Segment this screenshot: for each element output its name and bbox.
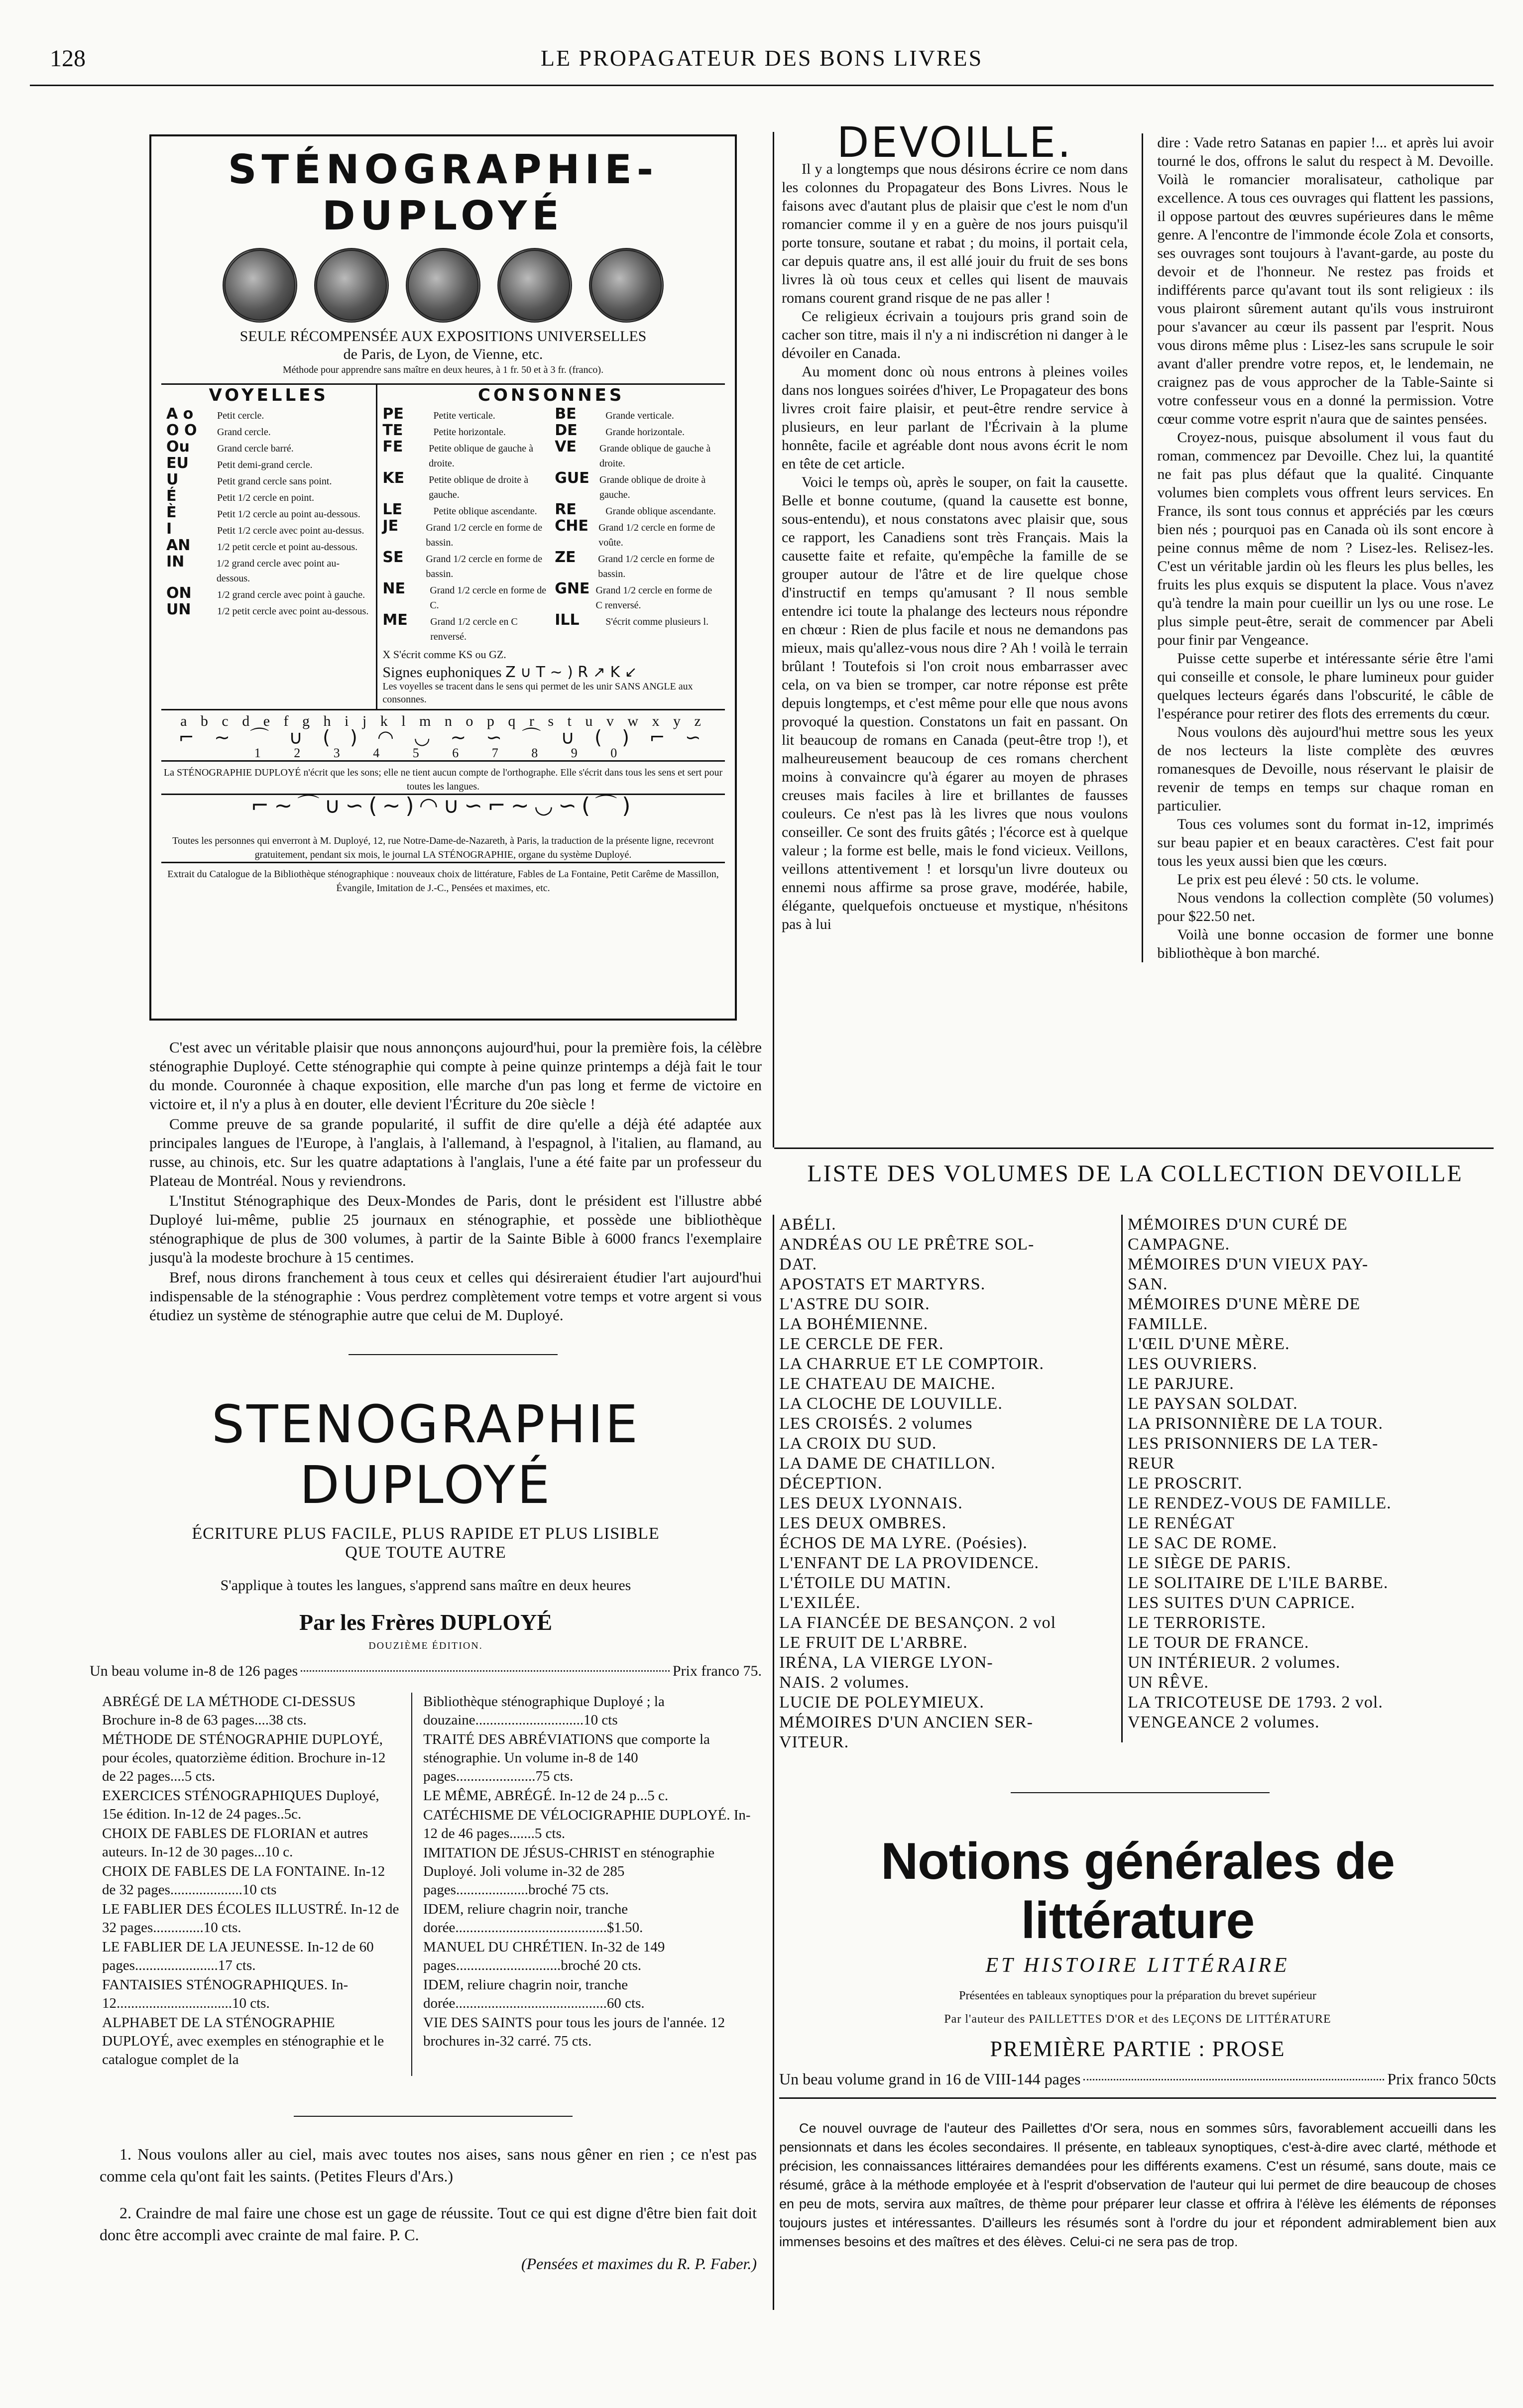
steno-subtitle-2: QUE TOUTE AUTRE xyxy=(345,1543,506,1562)
steno-price: Prix franco 75. xyxy=(672,1663,762,1679)
vowels-header: VOYELLES xyxy=(209,385,329,405)
devoille-column-1 xyxy=(782,118,1128,962)
maxim-1: 1. Nous voulons aller au ciel, mais avec toutes nos aises, sans nous gêner en rien ; ce n'est pas comme cela qu'ont fait les saints. (Petites Fleurs d'Ars.) xyxy=(100,2145,757,2185)
steno-book-item: IMITATION DE JÉSUS-CHRIST en sténographie Duployé. Joli volume in-32 de 285 pages....................broché 75 cts. xyxy=(423,1845,715,1898)
sign-description: Petit cercle. xyxy=(217,410,264,421)
steno-book-item: LE FABLIER DE LA JEUNESSE. In-12 de 60 pages.......................17 cts. xyxy=(102,1939,374,1973)
steno-sign: RE xyxy=(555,501,577,518)
collection-volume: LE TOUR DE FRANCE. xyxy=(1128,1633,1309,1652)
collection-volume: LA DAME DE CHATILLON. xyxy=(779,1454,996,1473)
steno-sign: I xyxy=(166,520,172,538)
ad-catalog-strip xyxy=(161,862,725,895)
maxims-divider xyxy=(294,2116,573,2117)
page-number: 128 xyxy=(50,45,86,72)
steno-book-item: CHOIX DE FABLES DE LA FONTAINE. In-12 de 32 pages....................10 cts xyxy=(102,1863,385,1898)
collection-volume: VITEUR. xyxy=(779,1733,849,1751)
steno-sign: LE xyxy=(382,501,403,518)
sign-description: Grand cercle barré. xyxy=(217,443,294,454)
steno-sign: FE xyxy=(382,438,403,456)
devoille-paragraph: Le prix est peu élevé : 50 cts. le volume. xyxy=(1177,871,1419,888)
vowel-row xyxy=(166,472,371,489)
consonant-row xyxy=(382,423,548,440)
steno-sign: DE xyxy=(555,422,578,439)
steno-sign: UN xyxy=(166,601,191,618)
steno-advertisement xyxy=(149,134,737,1021)
steno-title: STENOGRAPHIE DUPLOYÉ xyxy=(212,1394,640,1515)
devoille-paragraph: dire : Vade retro Satanas en papier !... et après lui avoir tourné le dos, offrons le salut du respect à M. Devoille. Voilà le romancier moralisateur, catholique par excellence. A tous ces ouvrages qui flattent les passions, il oppose partout des œuvres supérieures dans le même genre. A l'encontre de l'immonde école Zola et consorts, ses ouvrages sont toujours à l'avant-garde, au poste du devoir et de l'honneur. Ne restez pas froids et indifférents parce qu'avant tout ils sont religieux : ils vous plairont sûrement autant qu'ils vous instruiront pour s'avancer au cœur ils passent par l'esprit. Nous vous dirons même plus : Lisez-les sans scrupule le soir avant d'aller prendre votre repos, et, le lendemain, ne craignez pas de vous approcher de la Table-Sainte si votre confesseur vous en a donné la permission. Votre cœur comme votre esprit n'aura que de saintes pensées. xyxy=(1157,134,1494,427)
sign-description: S'écrit comme plusieurs l. xyxy=(605,616,709,627)
notions-volume: Un beau volume grand in 16 de VIII-144 pages xyxy=(779,2070,1081,2088)
steno-book-item: MÉTHODE DE STÉNOGRAPHIE DUPLOYÉ, pour écoles, quatorzième édition. Brochure in-12 de 22 pages....5 cts. xyxy=(102,1731,386,1784)
maxims xyxy=(100,2143,757,2276)
collection-volume: LES PRISONNIERS DE LA TER- xyxy=(1128,1434,1379,1453)
collection-volume: L'EXILÉE. xyxy=(779,1594,861,1612)
collection-volume: CAMPAGNE. xyxy=(1128,1235,1230,1254)
steno-sign: GUE xyxy=(555,469,589,487)
steno-sign: JE xyxy=(382,517,399,535)
steno-book-item: EXERCICES STÉNOGRAPHIQUES Duployé, 15e édition. In-12 de 24 pages..5c. xyxy=(102,1788,379,1822)
sign-description: Grand 1/2 cercle en forme de bassin. xyxy=(426,522,543,548)
sans-angle-note: Les voyelles se tracent dans le sens qui permet de les unir SANS ANGLE aux consonnes. xyxy=(382,681,693,705)
notions-ad xyxy=(779,1832,1496,2251)
column-rule-top xyxy=(773,132,774,1147)
medal-icon xyxy=(406,248,480,323)
steno-book-item: TRAITÉ DES ABRÉVIATIONS que comporte la sténographie. Un volume in-8 de 140 pages......................75 cts. xyxy=(423,1731,710,1784)
sign-description: 1/2 petit cercle avec point au-dessous. xyxy=(217,606,369,617)
steno-sign: VE xyxy=(555,438,577,456)
collection-volume: L'ÉTOILE DU MATIN. xyxy=(779,1574,951,1592)
collection-volume: LE PARJURE. xyxy=(1128,1375,1234,1393)
vowel-row xyxy=(166,555,371,586)
notions-author: Par l'auteur des PAILLETTES D'OR et des LEÇONS DE LITTÉRATURE xyxy=(944,2013,1331,2026)
devoille-paragraph: Voici le temps où, après le souper, on fait la causette. Belle et bonne coutume, (quand la causette est bonne, sous-entendu), et nous constatons avec plaisir que, sous ce rapport, les Canadiens sont très Français. Mais la causette faite et refaite, qu'empêche la famille de se grouper autour de l'âtre et de lire quelque chose d'instructif en temps qu'amusant ? Il nous semble entendre ici toute la phalange des lecteurs nous répondre en chœur : Rien de plus facile et nous ne demandons pas mieux, mais qu'allez-vous nous dire ? Ah ! voilà le terrain brûlant ! Toutefois si l'on croit nous embarrasser avec cela, on va bien se tromper, car notre réponse est prête depuis longtemps, et c'est même pour elle que nous avons provoqué la question. Constatons un fait en passant. On lit beaucoup de romans en Canada (peut-être trop !), et malheureusement beaucoup de ces romans cherchent moins à convaincre qu'à égarer au moyen de phrases creuses mais faciles à lire et brillantes de fausses couleurs. Ce n'est pas là les livres que nous voulons conseiller. Ce sont des fruits gâtés ; l'écorce est à quelque valeur ; la forme est belle, mais le fond vicieux. Veillons, veillons attentivement ! et lorsqu'un livre douteux ou ennemi nous affirme sa prose grave, modérée, habile, élégante, quelquefois onctueuse et mystique, n'hésitons pas à lui xyxy=(782,474,1128,932)
steno-article xyxy=(149,1038,762,1326)
devoille-article xyxy=(782,118,1494,962)
steno-sign: BE xyxy=(555,405,577,423)
steno-sign: A o xyxy=(166,405,194,423)
collection-volume: MÉMOIRES D'UN ANCIEN SER- xyxy=(779,1713,1033,1731)
steno-sign: ILL xyxy=(555,611,580,629)
collection-top-rule xyxy=(774,1147,1494,1149)
notions-subtitle: ET HISTOIRE LITTÉRAIRE xyxy=(985,1954,1290,1977)
collection-volume: LUCIE DE POLEYMIEUX. xyxy=(779,1693,984,1712)
consonant-row xyxy=(382,471,548,502)
devoille-paragraph: Puisse cette superbe et intéressante série être l'ami qui conseille et console, le phare lumineux pour guider quelques lecteurs égarés dans l'obscurité, le câble de l'espérance pour retirer des flots des errements du cœur. xyxy=(1157,650,1494,722)
collection-volume: LES SUITES D'UN CAPRICE. xyxy=(1128,1594,1356,1612)
maxims-source: (Pensées et maximes du R. P. Faber.) xyxy=(521,2255,757,2273)
collection-volume: LE TERRORISTE. xyxy=(1128,1613,1266,1632)
vowel-row xyxy=(166,602,371,619)
devoille-paragraph: Nous vendons la collection complète (50 volumes) pour $22.50 net. xyxy=(1157,890,1494,924)
medal-icon xyxy=(497,248,572,323)
award-cities: de Paris, de Lyon, de Vienne, etc. xyxy=(343,346,543,362)
steno-sign: GNE xyxy=(555,580,590,597)
sign-description: Petit demi-grand cercle. xyxy=(217,459,313,470)
sign-description: Petite oblique de droite à gauche. xyxy=(429,474,529,500)
steno-book-item: IDEM, reliure chagrin noir, tranche dorée..........................................$1.50. xyxy=(423,1901,643,1936)
collection-left xyxy=(779,1215,1118,1752)
collection-volume: LA CLOCHE DE LOUVILLE. xyxy=(779,1394,1003,1413)
sign-description: 1/2 petit cercle et point au-dessous. xyxy=(217,542,358,553)
collection-volume: NAIS. 2 volumes. xyxy=(779,1673,910,1692)
collection-volume: L'ASTRE DU SOIR. xyxy=(779,1295,930,1313)
steno-book-item: ABRÉGÉ DE LA MÉTHODE CI-DESSUS Brochure in-8 de 63 pages....38 cts. xyxy=(102,1694,356,1728)
sign-description: Grande oblique ascendante. xyxy=(605,506,716,517)
consonants-column xyxy=(377,385,725,709)
steno-book-item: Bibliothèque sténographique Duployé ; la douzaine..............................10 cts xyxy=(423,1694,665,1728)
sign-description: Grande oblique de gauche à droite. xyxy=(599,443,711,469)
collection-volume: ABÉLI. xyxy=(779,1215,836,1234)
collection-title: LISTE DES VOLUMES DE LA COLLECTION DEVOILLE xyxy=(807,1160,1463,1187)
consonants-header: CONSONNES xyxy=(478,385,625,405)
collection-volume: LE PROSCRIT. xyxy=(1128,1474,1243,1492)
consonant-row xyxy=(555,471,720,502)
steno-volume: Un beau volume in-8 de 126 pages xyxy=(90,1663,298,1679)
sign-description: Grand 1/2 cercle en forme de C renversé. xyxy=(595,585,712,611)
ad-steno-sample xyxy=(161,794,725,862)
article-paragraph: C'est avec un véritable plaisir que nous annonçons aujourd'hui, pour la première fois, la célèbre sténographie Duployé. Cette sténographie qui compte à peine quinze printemps a déjà fait le tour du monde. Couronnée à chaque exposition, elle marche d'un pas long et ferme de victoire en victoire et, il n'y a plus à en douter, elle devient l'Écriture du 20e siècle ! xyxy=(149,1038,762,1113)
running-title: LE PROPAGATEUR DES BONS LIVRES xyxy=(540,45,983,71)
collection-volume: ÉCHOS DE MA LYRE. (Poésies). xyxy=(779,1534,1028,1552)
consonant-row xyxy=(382,407,548,423)
collection-volume: UN INTÉRIEUR. 2 volumes. xyxy=(1128,1653,1341,1672)
collection-volume: LE RENDEZ-VOUS DE FAMILLE. xyxy=(1128,1494,1392,1512)
maxim-2: 2. Craindre de mal faire une chose est un gage de réussite. Tout ce qui est digne d'être bien fait doit donc être accompli avec crainte de mal faire. P. C. xyxy=(100,2204,757,2244)
notions-part: PREMIÈRE PARTIE : PROSE xyxy=(990,2037,1286,2061)
alphabet-strip xyxy=(161,709,725,760)
collection-volume: LE PAYSAN SOLDAT. xyxy=(1128,1394,1298,1413)
vowel-row xyxy=(166,538,371,555)
steno-volume-line xyxy=(90,1662,762,1681)
steno-book-item: ALPHABET DE LA STÉNOGRAPHIE DUPLOYÉ, avec exemples en sténographie et le catalogue complet de la xyxy=(102,2015,384,2067)
medal-icon xyxy=(314,248,389,323)
medal-icon xyxy=(223,248,297,323)
sign-description: Grande oblique de droite à gauche. xyxy=(599,474,706,500)
collection-volume: DAT. xyxy=(779,1255,818,1273)
steno-sign: IN xyxy=(166,553,185,571)
digits-line: 1 2 3 4 5 6 7 8 9 0 xyxy=(254,746,632,760)
collection-volume: UN RÊVE. xyxy=(1128,1673,1209,1692)
steno-sign: TE xyxy=(382,422,403,439)
devoille-paragraph: Ce religieux écrivain a toujours pris grand soin de cacher son titre, mais il n'y a ni indiscrétion ni danger à le dévoiler en Canada. xyxy=(782,308,1128,361)
collection-volume: SAN. xyxy=(1128,1275,1168,1293)
devoille-paragraph: Croyez-nous, puisque absolument il vous faut du roman, commencez par Devoille. Chez lui, la quantité ne fait pas plus défaut que la qualité. Cinquante volumes bien complets vous offrent leurs services. En France, ils sont tous connus et appréciés par les cœurs bien nés ; pourquoi pas en Canada où ils sont encore à peine connus même de nom ? Lisez-les. Relisez-les. C'est un véritable jardin où les fleurs les plus belles, les fruits les plus exquis se disputent la place. Vous n'avez qu'à tendre la main pour cueillir un lys ou une rose. Le plus simple peut-être, serait de commencer par Abeli pour finir par Vengeance. xyxy=(1157,429,1494,648)
collection-volume: L'ŒIL D'UNE MÈRE. xyxy=(1128,1335,1290,1353)
steno-books-left xyxy=(102,1693,401,2070)
vowel-row xyxy=(166,440,371,456)
sign-description: Petite oblique de gauche à droite. xyxy=(429,443,534,469)
collection-volume: LA PRISONNIÈRE DE LA TOUR. xyxy=(1128,1414,1384,1433)
alphabet-line: a b c d e f g h i j k l m n o p q r s t u v w x y z xyxy=(180,713,706,729)
consonant-row xyxy=(382,613,548,644)
sign-description: Petit grand cercle sans point. xyxy=(217,476,332,487)
collection-volume: LES CROISÉS. 2 volumes xyxy=(779,1414,973,1433)
steno-section xyxy=(90,1394,762,1681)
consonant-row xyxy=(382,550,548,581)
steno-edition: DOUZIÈME ÉDITION. xyxy=(368,1640,483,1651)
devoille-paragraph: Nous voulons dès aujourd'hui mettre sous les yeux de nos lecteurs la liste complète des œuvres romanesques de Devoille, nous réservant le plaisir de revenir de temps en temps sur chaque roman en particulier. xyxy=(1157,724,1494,814)
collection-volume: MÉMOIRES D'UNE MÈRE DE xyxy=(1128,1295,1361,1313)
sign-description: Petite oblique ascendante. xyxy=(433,506,537,517)
column-rule-bottom xyxy=(773,1215,774,2310)
vowel-row xyxy=(166,489,371,505)
consonant-row xyxy=(382,581,548,613)
consonant-row xyxy=(555,502,720,519)
consonant-row xyxy=(555,423,720,440)
notions-title: Notions générales de littérature xyxy=(881,1833,1395,1949)
collection-volume: LA TRICOTEUSE DE 1793. 2 vol. xyxy=(1128,1693,1383,1712)
vowel-row xyxy=(166,522,371,538)
steno-book-item: LE FABLIER DES ÉCOLES ILLUSTRÉ. In-12 de 32 pages..............10 cts. xyxy=(102,1901,399,1936)
devoille-paragraph: Tous ces volumes sont du format in-12, imprimés sur beau papier et en beaux caractères. C'est fait pour tous les yeux aussi bien que les cœurs. xyxy=(1157,816,1494,869)
steno-sign: O O xyxy=(166,422,197,439)
ad-catalog-text: Extrait du Catalogue de la Bibliothèque sténographique : nouveaux choix de littérature, Fables de La Fontaine, Petit Carême de Massillon, Évangile, Imitation de J.-C., Pensées et maximes, etc. xyxy=(167,869,719,894)
notions-price: Prix franco 50cts xyxy=(1387,2070,1496,2088)
x-note: X S'écrit comme KS ou GZ. xyxy=(382,648,506,661)
sign-description: Grande horizontale. xyxy=(605,427,685,438)
steno-sign: CHE xyxy=(555,517,588,535)
medal-row xyxy=(161,248,725,323)
collection-volume: APOSTATS ET MARTYRS. xyxy=(779,1275,986,1293)
ad-intro-strip xyxy=(161,760,725,794)
collection-volume: L'ENFANT DE LA PROVIDENCE. xyxy=(779,1554,1039,1572)
consonant-row xyxy=(382,519,548,550)
devoille-title: DEVOILLE. xyxy=(836,118,1073,167)
consonant-row xyxy=(555,407,720,423)
steno-sign: È xyxy=(166,504,177,521)
ad-title: STÉNOGRAPHIE-DUPLOYÉ xyxy=(228,146,659,239)
steno-sign: PE xyxy=(382,405,404,423)
consonant-row xyxy=(382,440,548,471)
steno-sign: É xyxy=(166,487,177,505)
consonant-row xyxy=(555,581,720,613)
steno-sign: AN xyxy=(166,537,191,554)
euphonic-label: Signes euphoniques xyxy=(382,664,502,681)
book-list-rule xyxy=(411,1693,412,2076)
sign-description: Petit 1/2 cercle avec point au-dessus. xyxy=(217,525,364,536)
collection-volume: LE RENÉGAT xyxy=(1128,1514,1235,1532)
collection-volume: LES DEUX OMBRES. xyxy=(779,1514,947,1532)
steno-by: Par les Frères DUPLOYÉ xyxy=(299,1609,553,1635)
collection-volume: VENGEANCE 2 volumes. xyxy=(1128,1713,1320,1731)
collection-volume: MÉMOIRES D'UN VIEUX PAY- xyxy=(1128,1255,1369,1273)
sign-description: Petite verticale. xyxy=(433,410,495,421)
steno-sign: Ou xyxy=(166,438,190,456)
page-header xyxy=(30,35,1494,86)
column-rule-collection xyxy=(1121,1215,1123,1742)
steno-book-item: CATÉCHISME DE VÉLOCIGRAPHIE DUPLOYÉ. In-12 de 46 pages.......5 cts. xyxy=(423,1807,751,1841)
collection-volume: LA BOHÉMIENNE. xyxy=(779,1315,929,1333)
devoille-paragraph: Au moment donc où nous entrons à pleines voiles dans nos longues soirées d'hiver, Le Propagateur des bons livres croit faire plaisir, et peut-être rendre service à plusieurs, en leur parlant de l'Écrivain à la plume honnête, facile et agréable dont nous avons écrit le nom en tête de cet article. xyxy=(782,363,1128,472)
collection-volume: LE SOLITAIRE DE L'ILE BARBE. xyxy=(1128,1574,1389,1592)
sign-description: Grand 1/2 cercle en forme de bassin. xyxy=(598,554,714,579)
steno-sign: KE xyxy=(382,469,405,487)
sign-description: Grand 1/2 cercle en forme de bassin. xyxy=(426,554,543,579)
ad-intro-text: La STÉNOGRAPHIE DUPLOYÉ n'écrit que les sons; elle ne tient aucun compte de l'orthographe. Elle s'écrit dans tous les sens et sert pour toutes les langues. xyxy=(163,767,723,792)
consonant-row xyxy=(555,613,720,629)
vowel-row xyxy=(166,423,371,440)
steno-sign: ON xyxy=(166,584,192,602)
steno-applies: S'applique à toutes les langues, s'apprend sans maître en deux heures xyxy=(220,1577,631,1594)
collection-volume: LE SAC DE ROME. xyxy=(1128,1534,1278,1552)
consonant-row xyxy=(382,502,548,519)
steno-sign: SE xyxy=(382,549,404,566)
consonant-row xyxy=(555,519,720,550)
collection-volume: REUR xyxy=(1128,1454,1175,1473)
vowel-row xyxy=(166,407,371,423)
steno-sign: ZE xyxy=(555,549,576,566)
sign-description: Petite horizontale. xyxy=(433,427,506,438)
steno-books-right xyxy=(423,1693,757,2052)
steno-book-item: VIE DES SAINTS pour tous les jours de l'année. 12 brochures in-32 carré. 75 cts. xyxy=(423,2015,725,2049)
section-divider xyxy=(349,1354,558,1355)
collection-volume: LE CERCLE DE FER. xyxy=(779,1335,944,1353)
steno-sign: EU xyxy=(166,455,189,472)
notions-divider xyxy=(1011,1792,1270,1793)
collection-volume: LES OUVRIERS. xyxy=(1128,1355,1258,1373)
sign-description: Grand 1/2 cercle en forme de C. xyxy=(430,585,547,611)
collection-volume: LE SIÈGE DE PARIS. xyxy=(1128,1554,1291,1572)
steno-sign: NE xyxy=(382,580,406,597)
euphonic-signs: Signes euphoniques Z ∪ T ∼ ) R ↗ K ↙ xyxy=(382,664,637,681)
devoille-paragraph: Voilà une bonne occasion de former une bonne bibliothèque à bon marché. xyxy=(1157,926,1494,961)
notions-description: Ce nouvel ouvrage de l'auteur des Paillettes d'Or sera, nous en sommes sûrs, favorablement accueilli dans les pensionnats et dans les écoles secondaires. Il présente, en tableaux synoptiques, c'est-à-dire avec clarté, méthode et précision, les connaissances littéraires demandées pour les différents examens. C'est un résumé, sans doute, mais ce résumé, grâce à la méthode employée et à l'esprit d'observation de l'auteur qui lui permet de dire beaucoup de choses en peu de mots, servira aux maîtres, de thème pour préparer leur classe et offrira à l'élève les éléments de réponses toujours justes et intéressantes. D'ailleurs les résumés sont à l'ordre du jour et répondent admirablement bien aux immenses besoins et des maîtres et des élèves. Celui-ci ne sera pas de trop. xyxy=(779,2121,1496,2249)
notions-presented: Présentées en tableaux synoptiques pour la préparation du brevet supérieur xyxy=(959,1989,1316,2002)
steno-book-item: CHOIX DE FABLES DE FLORIAN et autres auteurs. In-12 de 30 pages...10 c. xyxy=(102,1826,368,1860)
devoille-paragraph: Il y a longtemps que nous désirons écrire ce nom dans les colonnes du Propagateur des Bons Livres. Nous le faisons avec d'autant plus de plaisir que c'est le nom d'un romancier comme il y en a guère de nos jours puisqu'il porte tonsure, soutane et rabat ; du moins, il portait cela, car depuis quatre ans, il est allé jouir du fruit de ses bons livres là où tous ceux et celles qui lisent de mauvais romans courent grand risque de ne pas aller ! xyxy=(782,161,1128,306)
sign-description: Petit 1/2 cercle au point au-dessous. xyxy=(217,509,360,520)
collection-right xyxy=(1128,1215,1491,1732)
devoille-column-2 xyxy=(1157,133,1494,962)
article-paragraph: Bref, nous dirons franchement à tous ceux et celles qui désireraient étudier l'art aujourd'hui indispensable de la sténographie : Vous perdrez complètement votre temps et votre argent si vous étudiez un système de sténographie autre que celui de M. Duployé. xyxy=(149,1268,762,1324)
method-line: Méthode pour apprendre sans maître en deux heures, à 1 fr. 50 et à 3 fr. (franco). xyxy=(282,364,604,375)
steno-sample-glyphs: ⌐∼⌒∪∽(∼)◠∪∽⌐∼◡∽(⌒) xyxy=(250,793,636,818)
steno-glyph-row: ⌐ ∼ ⌒ ∪ ( ) ◠ ◡ ∼ ∽ ⌒ ∪ ( ) ⌐ ∽ xyxy=(178,726,708,748)
consonant-row xyxy=(555,440,720,471)
sign-description: 1/2 grand cercle avec point au-dessous. xyxy=(216,558,340,584)
steno-sign: ME xyxy=(382,611,408,629)
sign-description: Grand 1/2 cercle en C renversé. xyxy=(430,616,518,642)
collection-volume: DÉCEPTION. xyxy=(779,1474,883,1492)
sign-description: Grande verticale. xyxy=(605,410,674,421)
vowel-row xyxy=(166,586,371,602)
vowel-row xyxy=(166,505,371,522)
notions-volume-line xyxy=(779,2069,1496,2088)
collection-volume: LE CHATEAU DE MAICHE. xyxy=(779,1375,996,1393)
collection-volume: FAMILLE. xyxy=(1128,1315,1208,1333)
collection-volume: LES DEUX LYONNAIS. xyxy=(779,1494,963,1512)
steno-book-item: LE MÊME, ABRÉGÉ. In-12 de 24 p...5 c. xyxy=(423,1788,669,1804)
sign-description: 1/2 grand cercle avec point à gauche. xyxy=(217,589,365,600)
vowel-row xyxy=(166,456,371,472)
collection-volume: LA FIANCÉE DE BESANÇON. 2 vol xyxy=(779,1613,1056,1632)
consonant-row xyxy=(555,550,720,581)
article-paragraph: Comme preuve de sa grande popularité, il suffit de dire qu'elle a déjà été adaptée aux principales langues de l'Europe, à l'anglais, à l'allemand, à l'espagnol, à l'italien, au flamand, au russe, au chinois, etc. Sur les quatre adaptations à l'anglais, l'une a été faite par un professeur du Plateau de Montréal. Nous y reviendrons. xyxy=(149,1115,762,1189)
vowels-column xyxy=(161,385,377,709)
sign-description: Grand cercle. xyxy=(217,427,271,438)
alphabet-table xyxy=(161,383,725,709)
steno-sign: U xyxy=(166,471,179,488)
steno-book-item: MANUEL DU CHRÉTIEN. In-32 de 149 pages.............................broché 20 cts. xyxy=(423,1939,665,1973)
collection-volume: IRÉNA, LA VIERGE LYON- xyxy=(779,1653,993,1672)
steno-book-item: FANTAISIES STÉNOGRAPHIQUES. In-12................................10 cts. xyxy=(102,1977,349,2011)
collection-volume: MÉMOIRES D'UN CURÉ DE xyxy=(1128,1215,1348,1234)
collection-volume: LA CROIX DU SUD. xyxy=(779,1434,937,1453)
collection-volume: LA CHARRUE ET LE COMPTOIR. xyxy=(779,1355,1044,1373)
steno-book-item: IDEM, reliure chagrin noir, tranche dorée..........................................60 cts. xyxy=(423,1977,645,2011)
collection-volume: ANDRÉAS OU LE PRÊTRE SOL- xyxy=(779,1235,1035,1254)
sign-description: Grand 1/2 cercle en forme de voûte. xyxy=(598,522,715,548)
sign-description: Petit 1/2 cercle en point. xyxy=(217,492,314,503)
collection-volume: LE FRUIT DE L'ARBRE. xyxy=(779,1633,968,1652)
steno-subtitle: ÉCRITURE PLUS FACILE, PLUS RAPIDE ET PLUS LISIBLE xyxy=(192,1524,660,1543)
article-paragraph: L'Institut Sténographique des Deux-Mondes de Paris, dont le président est l'illustre abbé Duployé lui-même, publie 25 journaux en sténographie, et possède une bibliothèque sténographique de plus de 300 volumes, à partir de la Sainte Bible à 6000 francs l'exemplaire jusqu'à la modeste brochure à 15 centimes. xyxy=(149,1192,762,1266)
medal-icon xyxy=(589,248,664,323)
award-line: SEULE RÉCOMPENSÉE AUX EXPOSITIONS UNIVERSELLES xyxy=(239,328,647,344)
ad-lower-text: Toutes les personnes qui enverront à M. Duployé, 12, rue Notre-Dame-de-Nazareth, à Paris, la traduction de la présente ligne, recevront gratuitement, pendant six mois, le journal LA STÉNOGRAPHIE, organe du système Duployé. xyxy=(172,835,714,860)
